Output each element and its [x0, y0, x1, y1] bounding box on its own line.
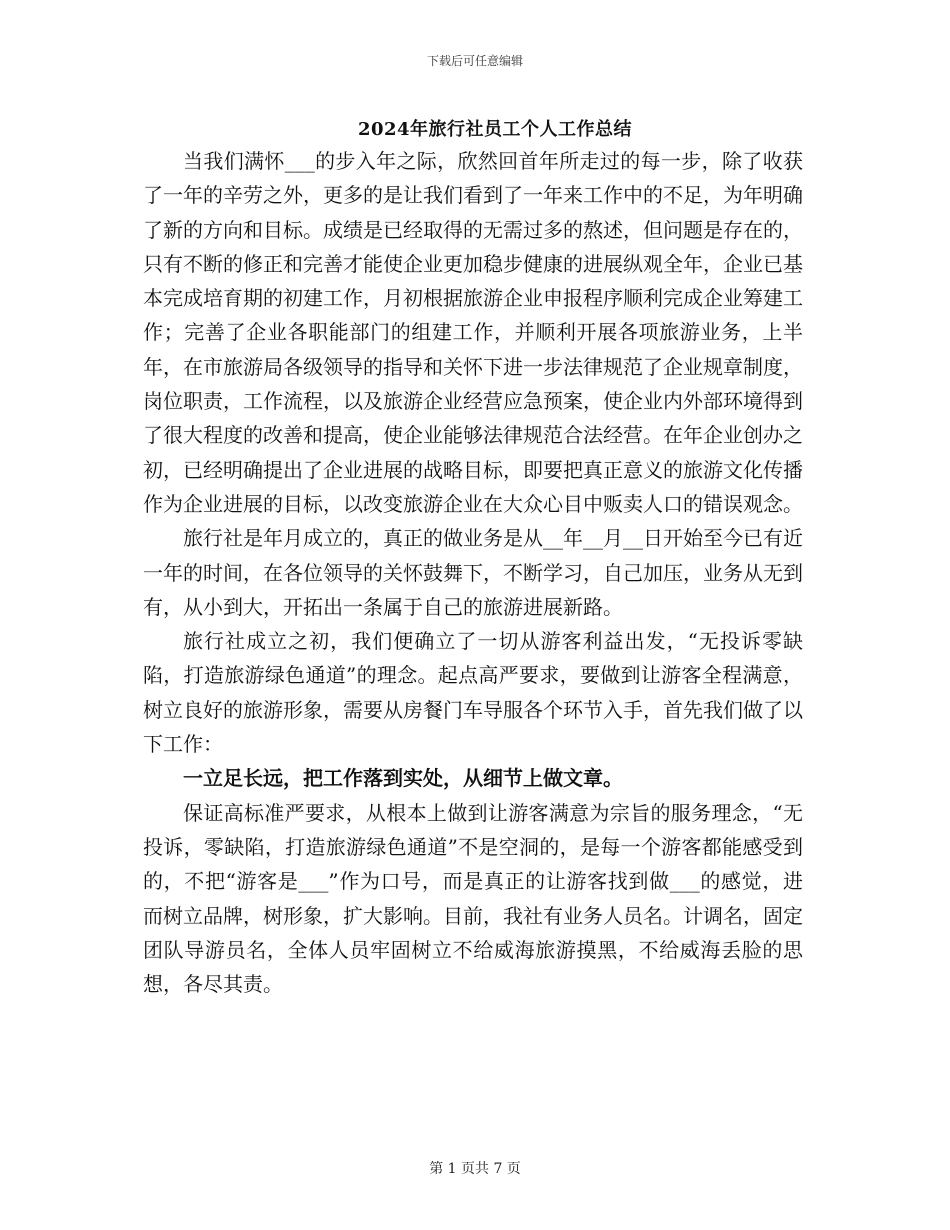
- document-body: [143, 144, 803, 1001]
- paragraph-intro: 当我们满怀___的步入年之际，欣然回首年所走过的每一步，除了收获了一年的辛劳之外，更多的是让我们看到了一年来工作中的不足，为年明确了新的方向和目标。成绩是已经取得的无需过多的熬述，但问题是存在的，只有不断的修正和完善才能使企业更加稳步健康的进展纵观全年，企业已基本完成培育期的初建工作，月初根据旅游企业申报程序顺利完成企业筹建工作；完善了企业各职能部门的组建工作，并顺利开展各项旅游业务，上半年，在市旅游局各级领导的指导和关怀下进一步法律规范了企业规章制度，岗位职责，工作流程，以及旅游企业经营应急预案，使企业内外部环境得到了很大程度的改善和提高，使企业能够法律规范合法经营。在年企业创办之初，已经明确提出了企业进展的战略目标，即要把真正意义的旅游文化传播作为企业进展的目标，以改变旅游企业在大众心目中贩卖人口的错误观念。: [143, 149, 803, 516]
- paragraph-philosophy: 旅行社成立之初，我们便确立了一切从游客利益出发，“无投诉零缺陷，打造旅游绿色通道”的理念。起点高严要求，要做到让游客全程满意，树立良好的旅游形象，需要从房餐门车导服各个环节入手，首先我们做了以下工作：: [143, 629, 803, 757]
- page-footer: 第 1 页共 7 页: [429, 1161, 521, 1177]
- paragraph-founding: 旅行社是年月成立的，真正的做业务是从__年__月__日开始至今已有近一年的时间，在各位领导的关怀鼓舞下，不断学习，自己加压，业务从无到有，从小到大，开拓出一条属于自己的旅游进展新路。: [143, 526, 803, 619]
- paragraph-standards: 保证高标准严要求，从根本上做到让游客满意为宗旨的服务理念，“无投诉，零缺陷，打造旅游绿色通道”不是空洞的，是每一个游客都能感受到的，不把“游客是___”作为口号，而是真正的让游客找到做___的感觉，进而树立品牌，树形象，扩大影响。目前，我社有业务人员名。计调名，固定团队导游员名，全体人员牢固树立不给威海旅游摸黑，不给威海丢脸的思想，各尽其责。: [143, 800, 803, 997]
- document-title: 2024年旅行社员工个人工作总结: [357, 119, 633, 140]
- page-header: 下载后可任意编辑: [426, 54, 523, 68]
- section-heading: 一立足长远，把工作落到实处，从细节上做文章。: [183, 766, 623, 791]
